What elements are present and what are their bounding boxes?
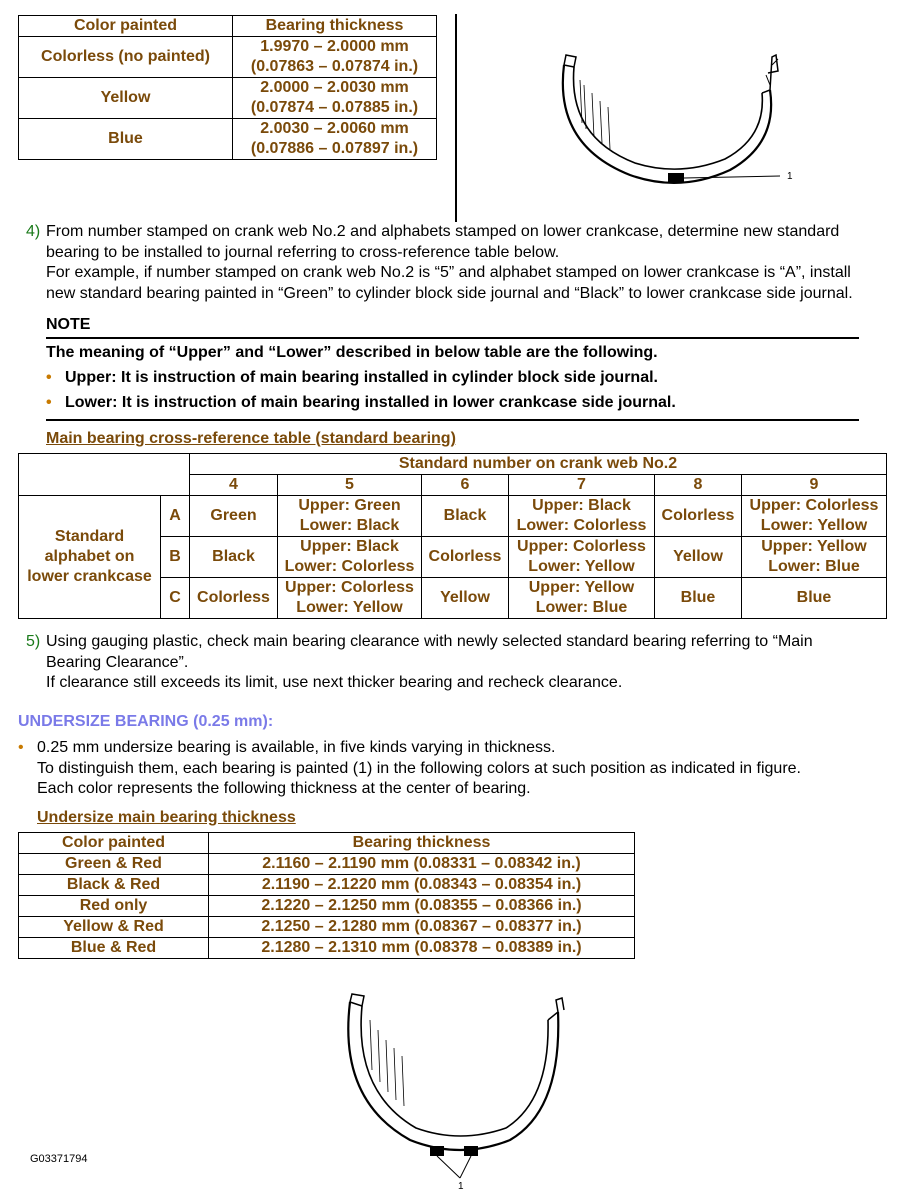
row-thickness: 2.0000 – 2.0030 mm (0.07874 – 0.07885 in.) — [233, 78, 437, 119]
cell: Green — [190, 496, 278, 537]
row-thickness: 2.1250 – 2.1280 mm (0.08367 – 0.08377 in.) — [209, 917, 635, 938]
bearing-figure-1 — [540, 45, 800, 195]
header-color-painted: Color painted — [19, 833, 209, 854]
row-thickness: 1.9970 – 2.0000 mm (0.07863 – 0.07874 in.) — [233, 37, 437, 78]
figure2-callout: 1 — [458, 1181, 464, 1192]
number-5: 5 — [278, 475, 422, 496]
row-color: Black & Red — [19, 875, 209, 896]
row-color: Yellow & Red — [19, 917, 209, 938]
number-4: 4 — [190, 475, 278, 496]
row-color: Green & Red — [19, 854, 209, 875]
cell: Blue — [655, 578, 742, 619]
cell: Upper: Colorless Lower: Yellow — [742, 496, 887, 537]
letter-b: B — [161, 537, 190, 578]
note-title: NOTE — [46, 316, 91, 333]
cell: Colorless — [190, 578, 278, 619]
undersize-table — [18, 832, 635, 959]
cell: Upper: Black Lower: Colorless — [278, 537, 422, 578]
cell: Blue — [742, 578, 887, 619]
row-color: Blue & Red — [19, 938, 209, 959]
step-number: 4) — [26, 223, 41, 240]
number-7: 7 — [509, 475, 655, 496]
cell: Upper: Colorless Lower: Yellow — [278, 578, 422, 619]
undersize-caption: Undersize main bearing thickness — [37, 809, 296, 826]
bullet-mark: • — [46, 369, 52, 386]
cell: Black — [190, 537, 278, 578]
number-9: 9 — [742, 475, 887, 496]
header-bearing-thickness: Bearing thickness — [209, 833, 635, 854]
col-header: Standard number on crank web No.2 — [190, 454, 887, 475]
step-5 — [26, 632, 896, 696]
figure-code: G03371794 — [30, 1153, 88, 1165]
number-8: 8 — [655, 475, 742, 496]
number-6: 6 — [422, 475, 509, 496]
cell: Colorless — [655, 496, 742, 537]
cell: Colorless — [422, 537, 509, 578]
note-bottom-rule — [46, 419, 859, 421]
letter-a: A — [161, 496, 190, 537]
step-text: Using gauging plastic, check main bearing clearance with newly selected standard bearing referring to “Main Bearing Clearance”. If clearance still exceeds its limit, use next thicker bearing and recheck clearance. — [46, 633, 813, 691]
vertical-divider — [455, 14, 457, 222]
row-color: Blue — [19, 119, 233, 160]
row-header: Standard alphabet on lower crankcase — [19, 496, 161, 619]
cell: Upper: Yellow Lower: Blue — [742, 537, 887, 578]
row-color: Yellow — [19, 78, 233, 119]
top-thickness-table — [18, 15, 437, 160]
row-color: Colorless (no painted) — [19, 37, 233, 78]
header-color-painted: Color painted — [19, 16, 233, 37]
note-top-rule — [46, 337, 859, 339]
cell: Yellow — [655, 537, 742, 578]
blank-corner — [19, 454, 190, 496]
cross-reference-table — [18, 453, 887, 619]
figure1-callout: 1 — [787, 171, 793, 182]
bullet-mark: • — [46, 394, 52, 411]
step-number: 5) — [26, 633, 41, 650]
cell: Black — [422, 496, 509, 537]
step-text: From number stamped on crank web No.2 and alphabets stamped on lower crankcase, determine new standard bearing to be installed to journal referring to cross-reference table below. For example, if number stamped on crank web No.2 is “5” and alphabet stamped on lower crankcase is “A”, install new standard bearing painted in “Green” to cylinder block side journal and “Black” to lower crankcase side journal. — [46, 223, 853, 302]
row-color: Red only — [19, 896, 209, 917]
row-thickness: 2.1220 – 2.1250 mm (0.08355 – 0.08366 in.) — [209, 896, 635, 917]
cell: Upper: Yellow Lower: Blue — [509, 578, 655, 619]
cross-ref-caption: Main bearing cross-reference table (standard bearing) — [46, 430, 456, 447]
header-bearing-thickness: Bearing thickness — [233, 16, 437, 37]
row-thickness: 2.1190 – 2.1220 mm (0.08343 – 0.08354 in.) — [209, 875, 635, 896]
cell: Upper: Green Lower: Black — [278, 496, 422, 537]
row-thickness: 2.1280 – 2.1310 mm (0.08378 – 0.08389 in.) — [209, 938, 635, 959]
undersize-heading: UNDERSIZE BEARING (0.25 mm): — [18, 713, 274, 730]
row-thickness: 2.0030 – 2.0060 mm (0.07886 – 0.07897 in.) — [233, 119, 437, 160]
bearing-figure-2 — [330, 990, 590, 1190]
step-4 — [26, 222, 896, 306]
cell: Yellow — [422, 578, 509, 619]
cell: Upper: Black Lower: Colorless — [509, 496, 655, 537]
bullet-mark: • — [18, 739, 24, 756]
letter-c: C — [161, 578, 190, 619]
note-intro: The meaning of “Upper” and “Lower” described in below table are the following. — [46, 344, 658, 361]
row-thickness: 2.1160 – 2.1190 mm (0.08331 – 0.08342 in.) — [209, 854, 635, 875]
cell: Upper: Colorless Lower: Yellow — [509, 537, 655, 578]
